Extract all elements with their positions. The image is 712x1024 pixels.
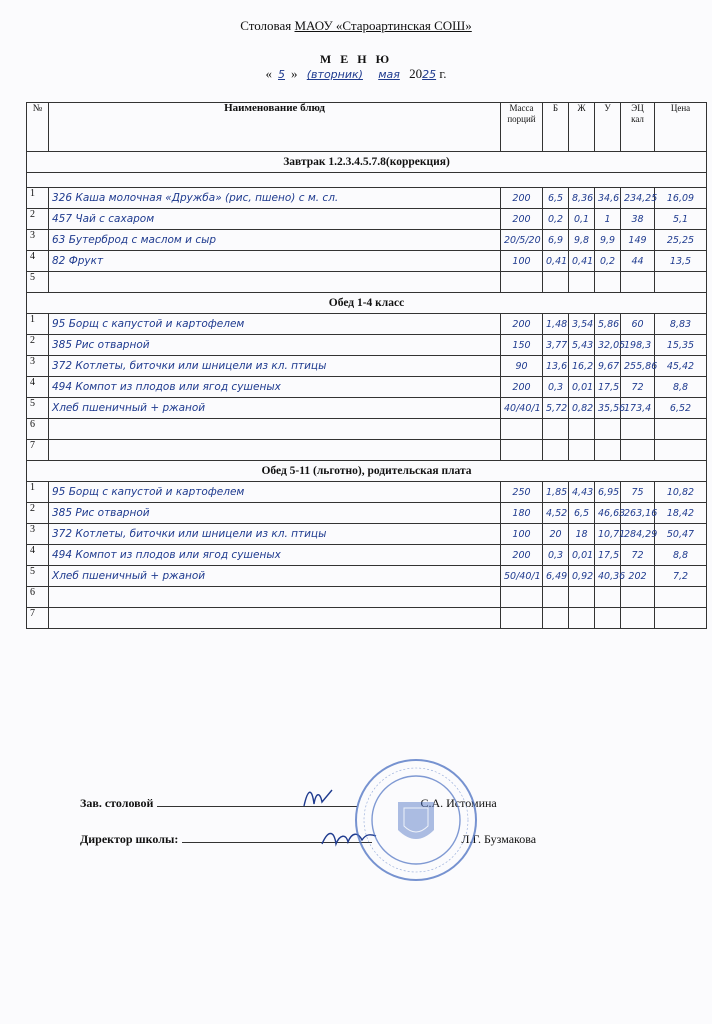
row-number: 2	[27, 209, 49, 230]
cell-zh: 16,2	[569, 356, 595, 377]
cell-b: 5,72	[543, 398, 569, 419]
cell-mass: 200	[501, 377, 543, 398]
table-row	[27, 230, 707, 251]
dish-name: 372 Котлеты, биточки или шницели из кл. птицы	[49, 356, 501, 377]
cell-u: 5,86	[595, 314, 621, 335]
cell-ekc	[621, 587, 655, 608]
table-row	[27, 440, 707, 461]
table-row	[27, 377, 707, 398]
col-price-header: Цена	[655, 103, 707, 152]
row-number: 7	[27, 440, 49, 461]
row-number: 3	[27, 356, 49, 377]
cell-zh	[569, 419, 595, 440]
cell-u: 40,36	[595, 566, 621, 587]
cell-zh: 18	[569, 524, 595, 545]
cell-u	[595, 272, 621, 293]
cell-zh: 0,92	[569, 566, 595, 587]
dish-name: 326 Каша молочная «Дружба» (рис, пшено) с м. сл.	[49, 188, 501, 209]
cell-b: 4,52	[543, 503, 569, 524]
dish-name: 457 Чай с сахаром	[49, 209, 501, 230]
dish-name: 63 Бутерброд с маслом и сыр	[49, 230, 501, 251]
row-number: 5	[27, 272, 49, 293]
table-row	[27, 419, 707, 440]
cell-ekc: 202	[621, 566, 655, 587]
dish-name	[49, 440, 501, 461]
row-number: 4	[27, 545, 49, 566]
row-number: 4	[27, 377, 49, 398]
date-close-quote: »	[291, 66, 298, 81]
cell-mass	[501, 272, 543, 293]
dish-name: 385 Рис отварной	[49, 335, 501, 356]
table-row	[27, 272, 707, 293]
canteen-heading	[0, 18, 712, 34]
row-number: 1	[27, 482, 49, 503]
document-title: М Е Н Ю	[319, 52, 393, 66]
cell-zh: 0,01	[569, 377, 595, 398]
table-row	[27, 566, 707, 587]
row-number: 1	[27, 314, 49, 335]
cell-price: 7,2	[655, 566, 707, 587]
section-spacer-row	[27, 173, 707, 188]
cell-b: 0,3	[543, 545, 569, 566]
cell-mass: 20/5/20	[501, 230, 543, 251]
cell-mass: 200	[501, 188, 543, 209]
cell-b: 0,41	[543, 251, 569, 272]
table-row	[27, 209, 707, 230]
spacer-cell	[27, 173, 707, 188]
table-header-row	[27, 103, 707, 152]
row-number: 4	[27, 251, 49, 272]
cell-mass: 150	[501, 335, 543, 356]
head-label: Зав. столовой	[80, 796, 154, 810]
cell-b	[543, 419, 569, 440]
cell-b	[543, 608, 569, 629]
cell-b: 1,48	[543, 314, 569, 335]
canteen-prefix: Столовая	[240, 18, 292, 33]
cell-u: 32,05	[595, 335, 621, 356]
row-number: 2	[27, 335, 49, 356]
cell-zh: 6,5	[569, 503, 595, 524]
dish-name: 95 Борщ с капустой и картофелем	[49, 482, 501, 503]
cell-zh	[569, 587, 595, 608]
row-number: 5	[27, 566, 49, 587]
cell-price: 45,42	[655, 356, 707, 377]
school-name: МАОУ «Староартинская СОШ»	[294, 18, 472, 33]
cell-price: 18,42	[655, 503, 707, 524]
cell-mass: 250	[501, 482, 543, 503]
cell-ekc	[621, 272, 655, 293]
col-mass-header: Масса порций	[501, 103, 543, 152]
table-row	[27, 503, 707, 524]
cell-mass	[501, 587, 543, 608]
cell-mass	[501, 419, 543, 440]
row-number: 3	[27, 524, 49, 545]
table-row	[27, 314, 707, 335]
section-title: Завтрак 1.2.3.4.5.7.8(коррекция)	[27, 152, 707, 173]
cell-b: 0,3	[543, 377, 569, 398]
date-month: мая	[378, 68, 400, 81]
cell-ekc	[621, 419, 655, 440]
row-number: 6	[27, 419, 49, 440]
cell-price	[655, 419, 707, 440]
date-day: 5	[278, 68, 286, 81]
date-weekday: (вторник)	[306, 68, 363, 81]
cell-mass: 100	[501, 524, 543, 545]
cell-zh: 5,43	[569, 335, 595, 356]
table-row	[27, 545, 707, 566]
section-header-row	[27, 152, 707, 173]
cell-zh: 0,41	[569, 251, 595, 272]
col-u-header: У	[595, 103, 621, 152]
cell-price: 6,52	[655, 398, 707, 419]
cell-zh	[569, 440, 595, 461]
school-stamp	[352, 756, 480, 884]
cell-zh: 8,36	[569, 188, 595, 209]
cell-u: 6,95	[595, 482, 621, 503]
dish-name: 95 Борщ с капустой и картофелем	[49, 314, 501, 335]
cell-mass: 180	[501, 503, 543, 524]
cell-price: 25,25	[655, 230, 707, 251]
date-year-suffix: 25	[422, 68, 437, 81]
cell-mass: 40/40/1	[501, 398, 543, 419]
cell-price: 8,8	[655, 545, 707, 566]
cell-zh: 3,54	[569, 314, 595, 335]
col-num-header: №	[27, 103, 49, 152]
cell-zh: 0,82	[569, 398, 595, 419]
cell-ekc: 149	[621, 230, 655, 251]
cell-u: 9,67	[595, 356, 621, 377]
director-label: Директор школы:	[80, 832, 179, 846]
table-row	[27, 608, 707, 629]
cell-price: 50,47	[655, 524, 707, 545]
cell-price: 13,5	[655, 251, 707, 272]
cell-zh: 9,8	[569, 230, 595, 251]
cell-u: 17,5	[595, 545, 621, 566]
cell-mass: 200	[501, 545, 543, 566]
date-year-unit: г.	[439, 66, 447, 81]
cell-zh: 4,43	[569, 482, 595, 503]
col-ekc-header: ЭЦ кал	[621, 103, 655, 152]
cell-ekc: 44	[621, 251, 655, 272]
cell-ekc: 38	[621, 209, 655, 230]
cell-price	[655, 272, 707, 293]
cell-b: 6,49	[543, 566, 569, 587]
table-row	[27, 398, 707, 419]
row-number: 2	[27, 503, 49, 524]
cell-u: 0,2	[595, 251, 621, 272]
cell-price: 5,1	[655, 209, 707, 230]
cell-mass	[501, 440, 543, 461]
cell-ekc: 75	[621, 482, 655, 503]
cell-u: 35,56	[595, 398, 621, 419]
menu-table	[26, 102, 707, 629]
table-row	[27, 356, 707, 377]
cell-ekc: 72	[621, 545, 655, 566]
cell-ekc: 284,29	[621, 524, 655, 545]
table-row	[27, 482, 707, 503]
dish-name: Хлеб пшеничный + ржаной	[49, 566, 501, 587]
cell-u: 10,71	[595, 524, 621, 545]
section-header-row	[27, 461, 707, 482]
cell-u	[595, 440, 621, 461]
row-number: 6	[27, 587, 49, 608]
row-number: 1	[27, 188, 49, 209]
cell-zh	[569, 272, 595, 293]
date-year-prefix: 20	[409, 66, 423, 81]
dish-name: 385 Рис отварной	[49, 503, 501, 524]
cell-b	[543, 272, 569, 293]
cell-zh	[569, 608, 595, 629]
cell-b: 6,5	[543, 188, 569, 209]
cell-u: 17,5	[595, 377, 621, 398]
cell-u: 1	[595, 209, 621, 230]
row-number: 3	[27, 230, 49, 251]
cell-mass: 90	[501, 356, 543, 377]
cell-price: 15,35	[655, 335, 707, 356]
director-name: Л.Г. Бузмакова	[461, 832, 537, 846]
cell-ekc	[621, 608, 655, 629]
row-number: 7	[27, 608, 49, 629]
dish-name: 82 Фрукт	[49, 251, 501, 272]
cell-ekc: 234,25	[621, 188, 655, 209]
cell-ekc: 198,3	[621, 335, 655, 356]
cell-ekc: 255,86	[621, 356, 655, 377]
menu-date	[0, 66, 712, 82]
dish-name	[49, 272, 501, 293]
section-title: Обед 5-11 (льготно), родительская плата	[27, 461, 707, 482]
dish-name: Хлеб пшеничный + ржаной	[49, 398, 501, 419]
table-row	[27, 251, 707, 272]
cell-u: 46,63	[595, 503, 621, 524]
dish-name	[49, 419, 501, 440]
dish-name: 494 Компот из плодов или ягод сушеных	[49, 377, 501, 398]
dish-name	[49, 608, 501, 629]
section-title: Обед 1-4 класс	[27, 293, 707, 314]
table-row	[27, 524, 707, 545]
table-row	[27, 335, 707, 356]
table-row	[27, 587, 707, 608]
row-number: 5	[27, 398, 49, 419]
cell-b: 0,2	[543, 209, 569, 230]
cell-mass: 100	[501, 251, 543, 272]
cell-b: 6,9	[543, 230, 569, 251]
cell-ekc: 263,16	[621, 503, 655, 524]
cell-u	[595, 587, 621, 608]
cell-mass: 200	[501, 209, 543, 230]
cell-b: 1,85	[543, 482, 569, 503]
col-name-header: Наименование блюд	[49, 103, 501, 152]
cell-ekc: 173,4	[621, 398, 655, 419]
cell-zh: 0,01	[569, 545, 595, 566]
cell-u	[595, 608, 621, 629]
date-open-quote: «	[265, 66, 273, 81]
head-name: С.А. Истомина	[420, 796, 497, 810]
cell-price: 8,8	[655, 377, 707, 398]
cell-b	[543, 587, 569, 608]
cell-ekc: 60	[621, 314, 655, 335]
cell-mass: 50/40/1	[501, 566, 543, 587]
table-row	[27, 188, 707, 209]
cell-ekc	[621, 440, 655, 461]
cell-u: 34,6	[595, 188, 621, 209]
cell-mass	[501, 608, 543, 629]
cell-price: 16,09	[655, 188, 707, 209]
cell-price: 10,82	[655, 482, 707, 503]
cell-u: 9,9	[595, 230, 621, 251]
cell-mass: 200	[501, 314, 543, 335]
dish-name: 372 Котлеты, биточки или шницели из кл. птицы	[49, 524, 501, 545]
cell-zh: 0,1	[569, 209, 595, 230]
cell-b: 13,6	[543, 356, 569, 377]
cell-ekc: 72	[621, 377, 655, 398]
col-zh-header: Ж	[569, 103, 595, 152]
cell-price	[655, 608, 707, 629]
cell-price: 8,83	[655, 314, 707, 335]
cell-b: 3,77	[543, 335, 569, 356]
section-header-row	[27, 293, 707, 314]
col-b-header: Б	[543, 103, 569, 152]
dish-name: 494 Компот из плодов или ягод сушеных	[49, 545, 501, 566]
cell-b: 20	[543, 524, 569, 545]
cell-price	[655, 587, 707, 608]
head-signature	[300, 786, 336, 812]
cell-u	[595, 419, 621, 440]
cell-b	[543, 440, 569, 461]
cell-price	[655, 440, 707, 461]
dish-name	[49, 587, 501, 608]
